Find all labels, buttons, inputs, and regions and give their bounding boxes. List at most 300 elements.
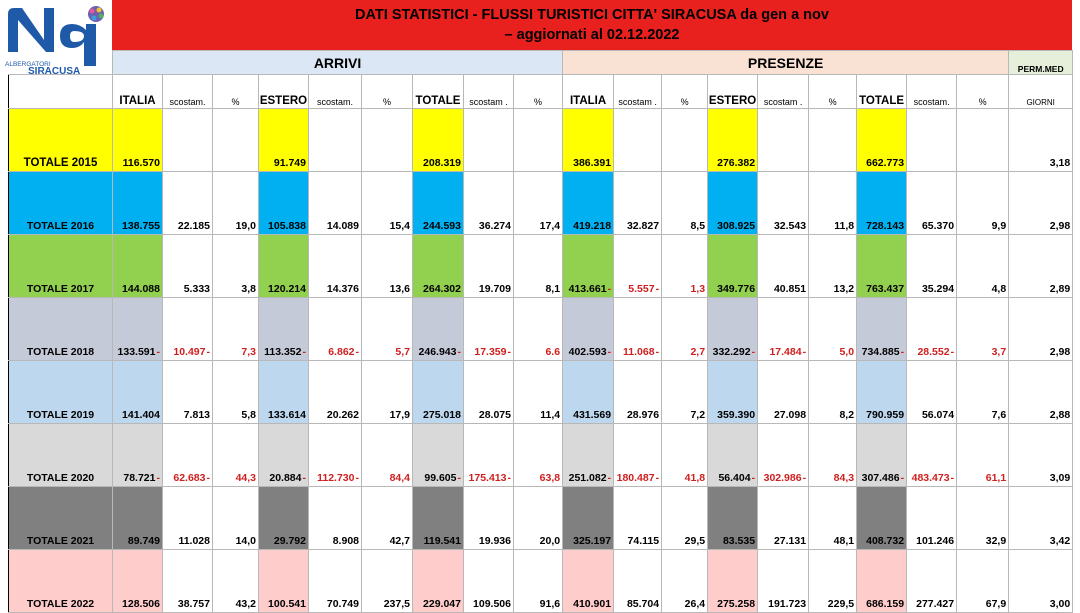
table-cell bbox=[907, 487, 957, 550]
negative-sign: - bbox=[607, 472, 612, 484]
table-cell bbox=[464, 361, 514, 424]
table-cell bbox=[614, 298, 662, 361]
table-cell bbox=[758, 109, 809, 172]
table-cell bbox=[362, 109, 413, 172]
row-label: TOTALE 2016 bbox=[9, 172, 113, 235]
table-cell bbox=[662, 361, 708, 424]
cell-value: 19,0 bbox=[235, 220, 256, 232]
negative-sign: - bbox=[950, 346, 955, 358]
table-cell bbox=[259, 550, 309, 613]
table-row bbox=[9, 298, 1073, 361]
table-cell bbox=[413, 235, 464, 298]
table-cell bbox=[163, 550, 213, 613]
negative-sign: - bbox=[507, 346, 511, 358]
table-cell bbox=[413, 424, 464, 487]
cell-value: 7.813 bbox=[183, 409, 210, 421]
section-presenze: PRESENZE bbox=[563, 51, 1009, 75]
cell-value: 264.302 bbox=[423, 283, 461, 295]
table-cell bbox=[708, 424, 758, 487]
cell-value: 686.159 bbox=[866, 598, 905, 610]
table-cell bbox=[514, 487, 563, 550]
cell-value: 32.827 bbox=[626, 220, 660, 232]
column-header: scostam. bbox=[309, 75, 362, 109]
cell-value: 40.851 bbox=[773, 283, 807, 295]
table-cell bbox=[809, 424, 857, 487]
table-cell bbox=[309, 361, 362, 424]
table-cell bbox=[514, 424, 563, 487]
column-header: % bbox=[362, 75, 413, 109]
cell-value: 483.473 bbox=[911, 472, 950, 484]
table-row bbox=[9, 550, 1073, 613]
table-cell bbox=[464, 235, 514, 298]
table-cell bbox=[362, 424, 413, 487]
corner-cell bbox=[9, 51, 113, 75]
cell-value: 20,0 bbox=[539, 535, 561, 547]
cell-value: 63,8 bbox=[539, 472, 561, 484]
cell-value: 42,7 bbox=[389, 535, 410, 547]
column-header: % bbox=[809, 75, 857, 109]
cell-value: 61,1 bbox=[985, 472, 1007, 484]
table-cell bbox=[514, 361, 563, 424]
cell-value: 6.862 bbox=[328, 346, 355, 358]
negative-sign: - bbox=[156, 346, 160, 358]
cell-value: 14.089 bbox=[326, 220, 359, 232]
column-header: % bbox=[662, 75, 708, 109]
cell-value: 11.028 bbox=[178, 535, 210, 547]
table-cell bbox=[907, 424, 957, 487]
table-cell bbox=[213, 172, 259, 235]
table-cell bbox=[163, 424, 213, 487]
table-cell bbox=[163, 172, 213, 235]
table-cell bbox=[809, 235, 857, 298]
table-cell bbox=[113, 109, 163, 172]
cell-value: 101.246 bbox=[916, 535, 955, 547]
table-cell bbox=[213, 424, 259, 487]
cell-value: 109.506 bbox=[473, 598, 511, 610]
cell-value: 29,5 bbox=[684, 535, 706, 547]
column-header: scostam . bbox=[758, 75, 809, 109]
cell-value: 11,4 bbox=[540, 409, 561, 421]
column-header: scostam . bbox=[614, 75, 662, 109]
negative-sign: - bbox=[302, 346, 306, 358]
cell-value: 20.262 bbox=[326, 409, 359, 421]
cell-value: 413.661 bbox=[568, 283, 607, 295]
table-cell bbox=[957, 361, 1009, 424]
table-cell bbox=[614, 172, 662, 235]
cell-value: 15,4 bbox=[389, 220, 410, 232]
table-cell bbox=[614, 361, 662, 424]
cell-value: 302.986 bbox=[763, 472, 802, 484]
table-cell bbox=[857, 361, 907, 424]
table-cell bbox=[213, 487, 259, 550]
table-cell bbox=[758, 361, 809, 424]
table-cell bbox=[362, 235, 413, 298]
cell-value: 32.543 bbox=[773, 220, 807, 232]
cell-value: 325.197 bbox=[573, 535, 612, 547]
cell-value: 28.552 bbox=[917, 346, 950, 358]
table-cell bbox=[259, 109, 309, 172]
cell-value: 8,1 bbox=[545, 283, 561, 295]
cell-value: 74.115 bbox=[627, 535, 660, 547]
table-cell bbox=[708, 172, 758, 235]
table-cell bbox=[809, 361, 857, 424]
cell-value: 120.214 bbox=[268, 283, 306, 295]
cell-value: 2,7 bbox=[690, 346, 706, 358]
cell-value: 70.749 bbox=[326, 598, 359, 610]
cell-value: 85.704 bbox=[626, 598, 660, 610]
table-cell bbox=[809, 550, 857, 613]
cell-value: 386.391 bbox=[573, 157, 612, 169]
table-cell bbox=[662, 487, 708, 550]
table-cell bbox=[413, 109, 464, 172]
cell-value: 19.936 bbox=[478, 535, 511, 547]
cell-value: 208.319 bbox=[423, 157, 461, 169]
cell-value: 27.098 bbox=[773, 409, 807, 421]
cell-value: 67,9 bbox=[985, 598, 1007, 610]
negative-sign: - bbox=[156, 472, 160, 484]
table-cell bbox=[259, 487, 309, 550]
table-row bbox=[9, 361, 1073, 424]
table-cell bbox=[857, 550, 907, 613]
table-cell bbox=[563, 361, 614, 424]
cell-value: 3,42 bbox=[1049, 535, 1071, 547]
table-cell bbox=[957, 109, 1009, 172]
cell-value: 7,2 bbox=[690, 409, 706, 421]
cell-value: 56.074 bbox=[921, 409, 955, 421]
cell-value: 419.218 bbox=[573, 220, 612, 232]
column-header: ITALIA bbox=[563, 75, 614, 109]
table-cell bbox=[809, 109, 857, 172]
cell-value: 20.884 bbox=[269, 472, 302, 484]
cell-value: 41,8 bbox=[684, 472, 706, 484]
column-header: TOTALE bbox=[857, 75, 907, 109]
table-cell bbox=[1009, 550, 1073, 613]
negative-sign: - bbox=[802, 472, 807, 484]
table-cell bbox=[907, 235, 957, 298]
cell-value: 19.709 bbox=[478, 283, 511, 295]
table-cell bbox=[113, 298, 163, 361]
row-label: TOTALE 2021 bbox=[9, 487, 113, 550]
table-cell bbox=[563, 109, 614, 172]
cell-value: 191.723 bbox=[768, 598, 807, 610]
table-cell bbox=[662, 172, 708, 235]
table-cell bbox=[708, 487, 758, 550]
table-cell bbox=[514, 109, 563, 172]
table-cell bbox=[309, 487, 362, 550]
table-cell bbox=[514, 172, 563, 235]
table-cell bbox=[563, 298, 614, 361]
negative-sign: - bbox=[655, 283, 660, 295]
negative-sign: - bbox=[206, 346, 210, 358]
table-cell bbox=[464, 487, 514, 550]
table-cell bbox=[809, 172, 857, 235]
table-cell bbox=[1009, 172, 1073, 235]
cell-value: 7,6 bbox=[991, 409, 1007, 421]
negative-sign: - bbox=[607, 346, 612, 358]
cell-value: 119.541 bbox=[423, 535, 461, 547]
column-header: scostam. bbox=[163, 75, 213, 109]
table-cell bbox=[514, 235, 563, 298]
table-cell bbox=[362, 172, 413, 235]
negative-sign: - bbox=[950, 472, 955, 484]
table-cell bbox=[514, 298, 563, 361]
table-cell bbox=[163, 487, 213, 550]
table-cell bbox=[113, 487, 163, 550]
column-header: scostam . bbox=[464, 75, 514, 109]
table-cell bbox=[907, 361, 957, 424]
column-header: % bbox=[514, 75, 563, 109]
cell-value: 2,88 bbox=[1049, 409, 1071, 421]
cell-value: 7,3 bbox=[241, 346, 256, 358]
cell-value: 83.535 bbox=[722, 535, 756, 547]
cell-value: 116.570 bbox=[122, 157, 160, 169]
table-cell bbox=[1009, 109, 1073, 172]
table-cell bbox=[113, 550, 163, 613]
table-cell bbox=[163, 109, 213, 172]
table-cell bbox=[708, 109, 758, 172]
cell-value: 5.333 bbox=[183, 283, 210, 295]
cell-value: 44,3 bbox=[235, 472, 256, 484]
negative-sign: - bbox=[900, 472, 905, 484]
table-cell bbox=[907, 298, 957, 361]
cell-value: 408.732 bbox=[866, 535, 905, 547]
title-line-1: DATI STATISTICI - FLUSSI TURISTICI CITTA' SIRACUSA da gen a nov bbox=[355, 7, 829, 23]
table-cell bbox=[857, 235, 907, 298]
cell-value: 3,7 bbox=[991, 346, 1007, 358]
table-cell bbox=[563, 424, 614, 487]
column-header: scostam. bbox=[907, 75, 957, 109]
cell-value: 17,9 bbox=[389, 409, 410, 421]
cell-value: 277.427 bbox=[916, 598, 955, 610]
row-label: TOTALE 2018 bbox=[9, 298, 113, 361]
table-cell bbox=[113, 424, 163, 487]
table-cell bbox=[413, 550, 464, 613]
table-cell bbox=[662, 298, 708, 361]
cell-value: 2,98 bbox=[1049, 346, 1071, 358]
table-cell bbox=[413, 298, 464, 361]
negative-sign: - bbox=[507, 472, 511, 484]
cell-value: 38.757 bbox=[177, 598, 210, 610]
cell-value: 8,5 bbox=[690, 220, 706, 232]
cell-value: 28.976 bbox=[626, 409, 660, 421]
cell-value: 105.838 bbox=[268, 220, 306, 232]
table-cell bbox=[362, 487, 413, 550]
cell-value: 308.925 bbox=[717, 220, 756, 232]
cell-value: 84,4 bbox=[389, 472, 410, 484]
cell-value: 349.776 bbox=[717, 283, 756, 295]
cell-value: 32,9 bbox=[985, 535, 1007, 547]
table-cell bbox=[907, 550, 957, 613]
table-cell bbox=[758, 424, 809, 487]
table-cell bbox=[708, 235, 758, 298]
table-cell bbox=[662, 550, 708, 613]
cell-value: 410.901 bbox=[573, 598, 612, 610]
cell-value: 5.557 bbox=[628, 283, 655, 295]
negative-sign: - bbox=[607, 283, 612, 295]
table-cell bbox=[464, 424, 514, 487]
table-cell bbox=[563, 172, 614, 235]
negative-sign: - bbox=[900, 346, 905, 358]
cell-value: 276.382 bbox=[717, 157, 756, 169]
cell-value: 91.749 bbox=[273, 157, 306, 169]
table-cell bbox=[857, 109, 907, 172]
table-cell bbox=[957, 172, 1009, 235]
table-cell bbox=[758, 487, 809, 550]
cell-value: 14,0 bbox=[235, 535, 256, 547]
cell-value: 133.614 bbox=[268, 409, 306, 421]
table-cell bbox=[309, 172, 362, 235]
cell-value: 36.274 bbox=[478, 220, 511, 232]
cell-value: 2,98 bbox=[1049, 220, 1071, 232]
cell-value: 5,0 bbox=[839, 346, 855, 358]
negative-sign: - bbox=[802, 346, 807, 358]
cell-value: 144.088 bbox=[122, 283, 160, 295]
cell-value: 112.730 bbox=[317, 472, 355, 484]
table-cell bbox=[163, 298, 213, 361]
negative-sign: - bbox=[457, 346, 461, 358]
table-cell bbox=[857, 298, 907, 361]
table-row bbox=[9, 109, 1073, 172]
cell-value: 138.755 bbox=[122, 220, 160, 232]
cell-value: 62.683 bbox=[173, 472, 206, 484]
cell-value: 99.605 bbox=[424, 472, 457, 484]
cell-value: 141.404 bbox=[122, 409, 160, 421]
cell-value: 17.484 bbox=[769, 346, 802, 358]
table-cell bbox=[662, 109, 708, 172]
cell-value: 332.292 bbox=[712, 346, 751, 358]
cell-value: 244.593 bbox=[423, 220, 461, 232]
cell-value: 3,00 bbox=[1049, 598, 1071, 610]
cell-value: 13,6 bbox=[389, 283, 410, 295]
table-cell bbox=[957, 550, 1009, 613]
table-row bbox=[9, 424, 1073, 487]
table-row bbox=[9, 487, 1073, 550]
negative-sign: - bbox=[302, 472, 306, 484]
table-cell bbox=[809, 298, 857, 361]
table-cell bbox=[113, 172, 163, 235]
cell-value: 56.404 bbox=[718, 472, 751, 484]
table-cell bbox=[857, 424, 907, 487]
statistics-table bbox=[8, 50, 1073, 613]
table-cell bbox=[1009, 487, 1073, 550]
table-cell bbox=[1009, 361, 1073, 424]
table-cell bbox=[259, 361, 309, 424]
cell-value: 229,5 bbox=[827, 598, 855, 610]
table-cell bbox=[957, 298, 1009, 361]
table-cell bbox=[309, 550, 362, 613]
table-cell bbox=[413, 361, 464, 424]
cell-value: 22.185 bbox=[177, 220, 210, 232]
table-cell bbox=[708, 361, 758, 424]
cell-value: 89.749 bbox=[127, 535, 160, 547]
cell-value: 65.370 bbox=[921, 220, 955, 232]
table-row bbox=[9, 235, 1073, 298]
negative-sign: - bbox=[457, 472, 461, 484]
table-cell bbox=[563, 550, 614, 613]
table-row bbox=[9, 172, 1073, 235]
row-label: TOTALE 2019 bbox=[9, 361, 113, 424]
table-cell bbox=[362, 298, 413, 361]
table-cell bbox=[259, 172, 309, 235]
cell-value: 6.6 bbox=[545, 346, 561, 358]
table-cell bbox=[907, 172, 957, 235]
table-cell bbox=[213, 298, 259, 361]
cell-value: 237,5 bbox=[383, 598, 410, 610]
cell-value: 246.943 bbox=[418, 346, 457, 358]
cell-value: 763.437 bbox=[866, 283, 905, 295]
table-cell bbox=[113, 235, 163, 298]
svg-text:ALBERGATORI: ALBERGATORI bbox=[5, 61, 51, 68]
table-cell bbox=[907, 109, 957, 172]
cell-value: 3,18 bbox=[1049, 157, 1071, 169]
cell-value: 84,3 bbox=[833, 472, 855, 484]
table-cell bbox=[857, 487, 907, 550]
table-cell bbox=[563, 487, 614, 550]
table-cell bbox=[758, 172, 809, 235]
table-cell bbox=[259, 235, 309, 298]
cell-value: 9,9 bbox=[991, 220, 1007, 232]
table-cell bbox=[259, 298, 309, 361]
table-cell bbox=[362, 361, 413, 424]
table-cell bbox=[708, 298, 758, 361]
table-cell bbox=[309, 298, 362, 361]
cell-value: 29.792 bbox=[273, 535, 306, 547]
cell-value: 3,09 bbox=[1049, 472, 1071, 484]
table-cell bbox=[857, 172, 907, 235]
cell-value: 1,3 bbox=[690, 283, 706, 295]
cell-value: 8,2 bbox=[839, 409, 855, 421]
cell-value: 128.506 bbox=[122, 598, 160, 610]
table-cell bbox=[809, 487, 857, 550]
row-label: TOTALE 2015 bbox=[9, 109, 113, 172]
cell-value: 17,4 bbox=[539, 220, 561, 232]
table-cell bbox=[708, 550, 758, 613]
cell-value: 35.294 bbox=[921, 283, 955, 295]
cell-value: 275.018 bbox=[423, 409, 461, 421]
cell-value: 133.591 bbox=[117, 346, 156, 358]
table-cell bbox=[614, 424, 662, 487]
negative-sign: - bbox=[206, 472, 210, 484]
cell-value: 100.541 bbox=[268, 598, 306, 610]
cell-value: 14.376 bbox=[326, 283, 359, 295]
table-cell bbox=[213, 235, 259, 298]
cell-value: 13,2 bbox=[833, 283, 855, 295]
cell-value: 10.497 bbox=[173, 346, 206, 358]
table-cell bbox=[614, 109, 662, 172]
table-cell bbox=[213, 550, 259, 613]
cell-value: 662.773 bbox=[866, 157, 905, 169]
report-title bbox=[112, 0, 1072, 50]
cell-value: 2,89 bbox=[1049, 283, 1071, 295]
cell-value: 28.075 bbox=[478, 409, 511, 421]
cell-value: 11.068 bbox=[623, 346, 655, 358]
table-cell bbox=[413, 172, 464, 235]
cell-value: 113.352 bbox=[264, 346, 302, 358]
table-cell bbox=[758, 235, 809, 298]
cell-value: 3,8 bbox=[241, 283, 256, 295]
table-cell bbox=[957, 487, 1009, 550]
table-cell bbox=[113, 361, 163, 424]
cell-value: 48,1 bbox=[833, 535, 855, 547]
table-cell bbox=[1009, 298, 1073, 361]
cell-value: 734.885 bbox=[861, 346, 900, 358]
section-perm-med: PERM.MED bbox=[1009, 51, 1073, 75]
table-cell bbox=[662, 424, 708, 487]
cell-value: 27.131 bbox=[773, 535, 807, 547]
table-cell bbox=[213, 109, 259, 172]
table-cell bbox=[957, 235, 1009, 298]
cell-value: 4,8 bbox=[991, 283, 1007, 295]
